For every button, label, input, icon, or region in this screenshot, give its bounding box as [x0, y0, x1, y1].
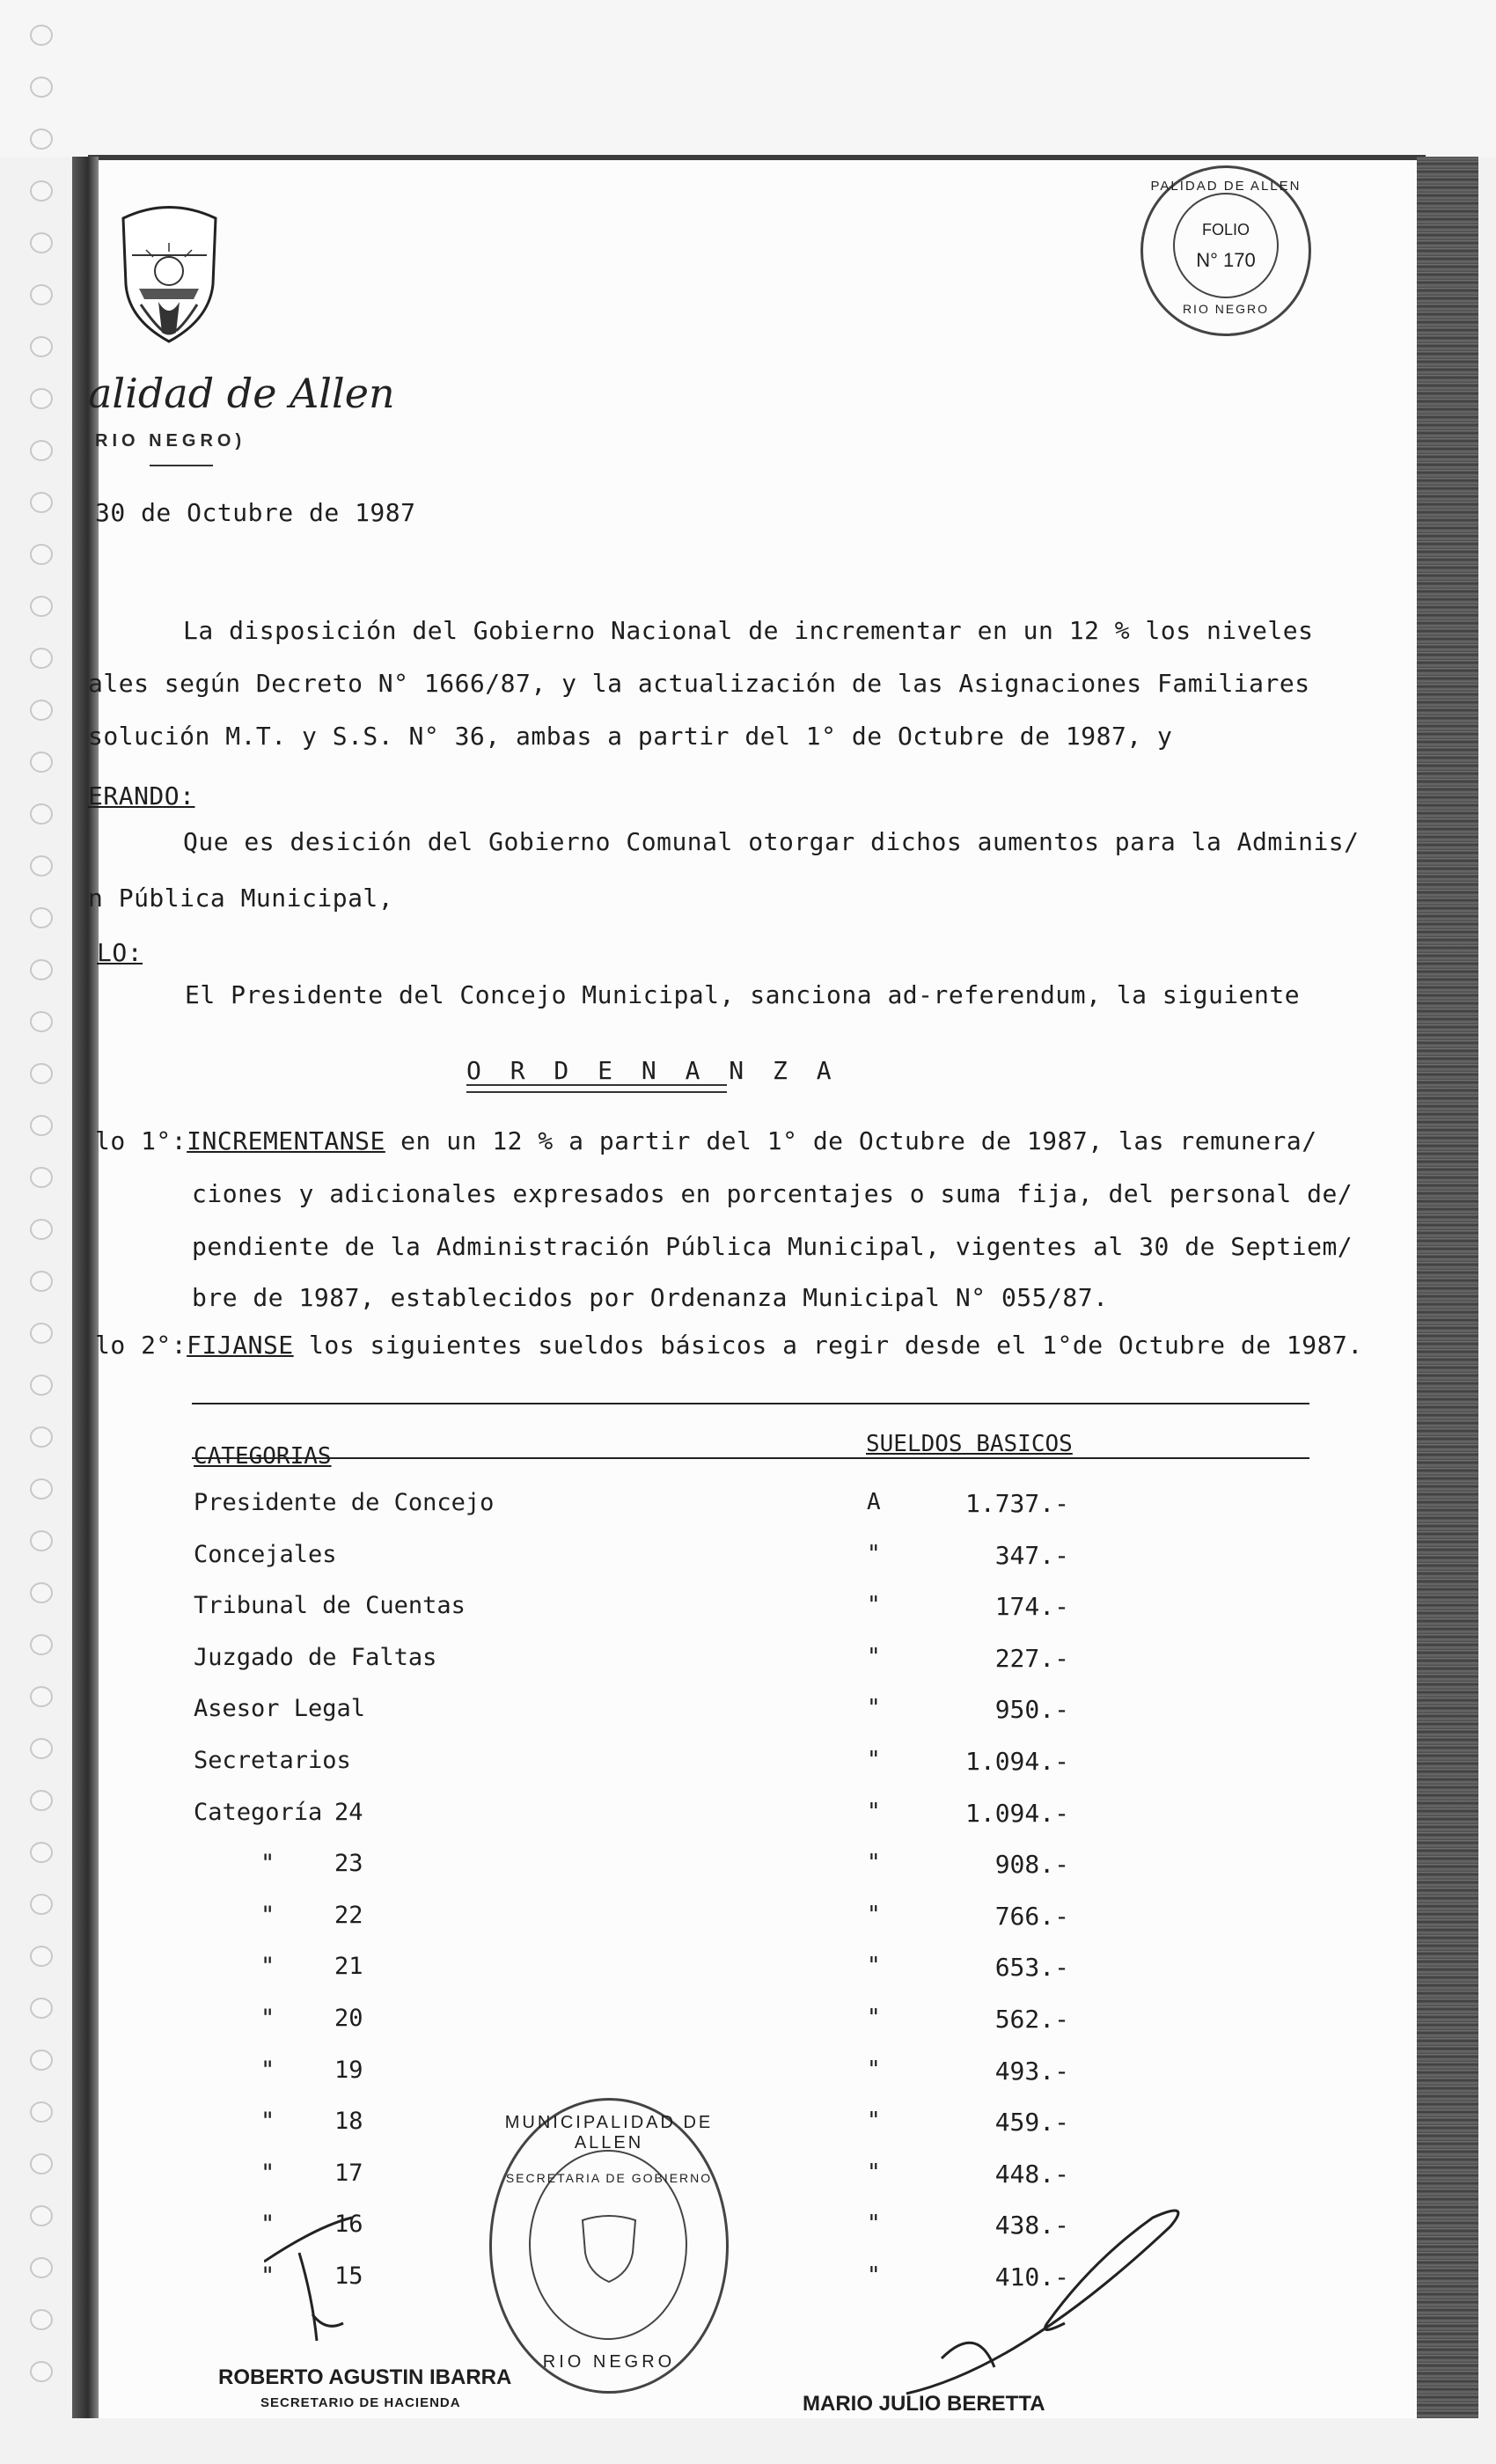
category-cell: " — [260, 1953, 275, 1980]
article-1-text: en un 12 % a partir del 1° de Octubre de 1987, las remunera/ — [385, 1126, 1317, 1155]
left-signatory-role: SECRETARIO DE HACIENDA — [260, 2395, 461, 2410]
table-row — [0, 1902, 1496, 1937]
category-cell: Juzgado de Faltas — [194, 1644, 437, 1671]
ditto-mark: " — [867, 1747, 881, 1773]
table-row — [0, 1644, 1496, 1679]
ditto-mark: " — [867, 2211, 881, 2237]
header-rule — [150, 465, 213, 466]
table-row — [0, 2057, 1496, 2092]
salary-value-cell: 227.- — [994, 1644, 1069, 1673]
binder-hole — [30, 284, 53, 305]
binder-hole — [30, 752, 53, 773]
sanciona-line: El Presidente del Concejo Municipal, sanciona ad-referendum, la siguiente — [185, 980, 1301, 1009]
salary-value-cell: 950.- — [994, 1695, 1069, 1724]
salary-value-cell: 1.094.- — [964, 1747, 1069, 1776]
municipality-name: alidad de Allen — [88, 370, 395, 417]
binder-hole — [30, 128, 53, 150]
table-row — [0, 2211, 1496, 2246]
category-cell: Concejales — [194, 1541, 337, 1568]
category-cell: Secretarios — [194, 1747, 351, 1774]
binder-hole — [30, 77, 53, 98]
binder-hole — [30, 1115, 53, 1136]
binder-hole — [30, 25, 53, 46]
binder-hole — [30, 492, 53, 513]
binder-hole — [30, 1011, 53, 1032]
table-header-rule — [192, 1457, 1309, 1459]
ditto-mark: " — [867, 2262, 881, 2289]
considerando-label: ERANDO: — [88, 781, 195, 810]
binder-hole — [30, 1167, 53, 1188]
salary-value-cell: 448.- — [994, 2160, 1069, 2189]
salary-value-cell: 493.- — [994, 2057, 1069, 2086]
binder-hole — [30, 1063, 53, 1084]
category-number-cell: 15 — [334, 2262, 363, 2290]
table-row — [0, 2262, 1496, 2298]
salary-value-cell: 562.- — [994, 2005, 1069, 2034]
category-number-cell: 16 — [334, 2211, 363, 2238]
date-line: 30 de Octubre de 1987 — [95, 498, 416, 527]
binder-hole — [30, 907, 53, 928]
ditto-mark: A — [867, 1489, 881, 1515]
ordenanza-underline — [466, 1084, 727, 1093]
ditto-mark: " — [867, 1592, 881, 1618]
table-row — [0, 1747, 1496, 1782]
province-name: RIO NEGRO) — [95, 431, 246, 451]
ditto-mark: " — [867, 1541, 881, 1567]
category-cell: " — [260, 2005, 275, 2032]
table-row — [0, 1850, 1496, 1885]
salary-value-cell: 438.- — [994, 2211, 1069, 2240]
category-cell: " — [260, 2262, 275, 2290]
binder-hole — [30, 596, 53, 617]
table-top-rule — [192, 1403, 1309, 1404]
column-categorias: CATEGORIAS — [194, 1443, 332, 1470]
article-2-text: los siguientes sueldos básicos a regir desde el 1°de Octubre de 1987. — [293, 1331, 1363, 1360]
table-row — [0, 1799, 1496, 1834]
article-1-line-3: pendiente de la Administración Pública Municipal, vigentes al 30 de Septiem/ — [192, 1232, 1353, 1261]
folio-stamp-bottom: RIO NEGRO — [1182, 302, 1270, 316]
salary-value-cell: 1.737.- — [964, 1489, 1069, 1518]
ditto-mark: " — [867, 2057, 881, 2083]
binder-hole — [30, 1426, 53, 1448]
folio-stamp — [1140, 165, 1311, 336]
category-number-cell: 18 — [334, 2108, 363, 2135]
binder-hole — [30, 440, 53, 461]
salary-value-cell: 1.094.- — [964, 1799, 1069, 1828]
ello-label: LO: — [97, 938, 143, 967]
visto-line-1: La disposición del Gobierno Nacional de incrementar en un 12 % los niveles — [183, 616, 1314, 645]
ditto-mark: " — [867, 1695, 881, 1721]
category-cell: Presidente de Concejo — [194, 1489, 495, 1516]
binder-hole — [30, 544, 53, 565]
article-2 — [95, 1331, 1363, 1360]
right-signatory-name: MARIO JULIO BERETTA — [803, 2392, 1045, 2416]
binder-hole — [30, 180, 53, 202]
left-signature-scribble — [264, 2209, 396, 2350]
allen-crest-logo — [114, 201, 224, 346]
article-2-keyword: FIJANSE — [187, 1331, 294, 1360]
table-row — [0, 1695, 1496, 1730]
ditto-mark: " — [867, 2160, 881, 2186]
category-number-cell: 23 — [334, 1850, 363, 1877]
folio-number: N° 170 — [1196, 249, 1256, 271]
ordenanza-title: O R D E N A N Z A — [466, 1056, 839, 1085]
page-top-edge — [88, 155, 1426, 160]
binder-hole — [30, 648, 53, 669]
table-row — [0, 2108, 1496, 2143]
binder-hole — [30, 2361, 53, 2382]
column-sueldos-basicos: SUELDOS BASICOS — [866, 1431, 1073, 1457]
article-1-line-4: bre de 1987, establecidos por Ordenanza Municipal N° 055/87. — [192, 1283, 1109, 1312]
folio-label: FOLIO — [1201, 221, 1250, 238]
category-cell: " — [260, 1902, 275, 1929]
binder-hole — [30, 803, 53, 825]
binder-hole — [30, 855, 53, 876]
binder-hole — [30, 388, 53, 409]
binder-hole — [30, 336, 53, 357]
salary-value-cell: 908.- — [994, 1850, 1069, 1879]
visto-line-3: solución M.T. y S.S. N° 36, ambas a partir del 1° de Octubre de 1987, y — [88, 722, 1173, 751]
left-signatory-name: ROBERTO AGUSTIN IBARRA — [218, 2365, 512, 2389]
article-1 — [95, 1126, 1317, 1155]
table-row — [0, 2160, 1496, 2195]
table-row — [0, 2005, 1496, 2040]
category-cell: Asesor Legal — [194, 1695, 366, 1722]
article-2-label: lo 2°: — [95, 1331, 187, 1360]
folio-stamp-top: PALIDAD DE ALLEN — [1150, 179, 1302, 194]
category-number-cell: 20 — [334, 2005, 363, 2032]
binder-hole — [30, 2309, 53, 2330]
considerando-line-1: Que es desición del Gobierno Comunal otorgar dichos aumentos para la Adminis/ — [183, 827, 1360, 856]
ditto-mark: " — [867, 2108, 881, 2134]
ditto-mark: " — [867, 1799, 881, 1825]
salary-value-cell: 459.- — [994, 2108, 1069, 2137]
category-number-cell: 19 — [334, 2057, 363, 2084]
category-cell: " — [260, 2211, 275, 2238]
binder-hole — [30, 959, 53, 980]
binder-hole — [30, 1271, 53, 1292]
ditto-mark: " — [867, 1902, 881, 1928]
ditto-mark: " — [867, 1644, 881, 1670]
category-cell: " — [260, 2108, 275, 2135]
salary-value-cell: 174.- — [994, 1592, 1069, 1621]
municipal-seal — [489, 2098, 729, 2394]
ditto-mark: " — [867, 1953, 881, 1979]
salary-value-cell: 347.- — [994, 1541, 1069, 1570]
salary-value-cell: 766.- — [994, 1902, 1069, 1931]
category-number-cell: 17 — [334, 2160, 363, 2187]
category-number-cell: 24 — [334, 1799, 363, 1826]
binder-hole — [30, 1219, 53, 1240]
binder-hole — [30, 1375, 53, 1396]
table-row — [0, 1541, 1496, 1576]
binder-hole — [30, 1323, 53, 1344]
article-1-keyword: INCREMENTANSE — [187, 1126, 385, 1155]
seal-outer-text: MUNICIPALIDAD DE ALLEN — [504, 2113, 714, 2152]
visto-line-2: ales según Decreto N° 1666/87, y la actualización de las Asignaciones Familiares — [88, 669, 1310, 698]
category-number-cell: 22 — [334, 1902, 363, 1929]
category-cell: " — [260, 1850, 275, 1877]
category-number-cell: 21 — [334, 1953, 363, 1980]
seal-inner-text: SECRETARIA DE GOBIERNO — [505, 2171, 713, 2185]
binder-hole — [30, 232, 53, 253]
table-row — [0, 1489, 1496, 1524]
scan-top-band — [0, 0, 1496, 157]
salary-value-cell: 410.- — [994, 2262, 1069, 2292]
salary-value-cell: 653.- — [994, 1953, 1069, 1982]
considerando-line-2: n Pública Municipal, — [88, 884, 394, 913]
table-row — [0, 1953, 1496, 1988]
category-cell: " — [260, 2160, 275, 2187]
binder-hole — [30, 700, 53, 721]
seal-crest-icon — [578, 2213, 640, 2284]
table-row — [0, 1592, 1496, 1627]
ditto-mark: " — [867, 1850, 881, 1876]
ditto-mark: " — [867, 2005, 881, 2031]
article-1-label: lo 1°: — [95, 1126, 187, 1155]
seal-bottom-text: RIO NEGRO — [542, 2352, 676, 2372]
category-cell: " — [260, 2057, 275, 2084]
right-signature-scribble — [889, 2191, 1206, 2411]
category-cell: Tribunal de Cuentas — [194, 1592, 466, 1619]
category-cell: Categoría — [194, 1799, 323, 1826]
article-1-line-2: ciones y adicionales expresados en porcentajes o suma fija, del personal de/ — [192, 1179, 1353, 1208]
